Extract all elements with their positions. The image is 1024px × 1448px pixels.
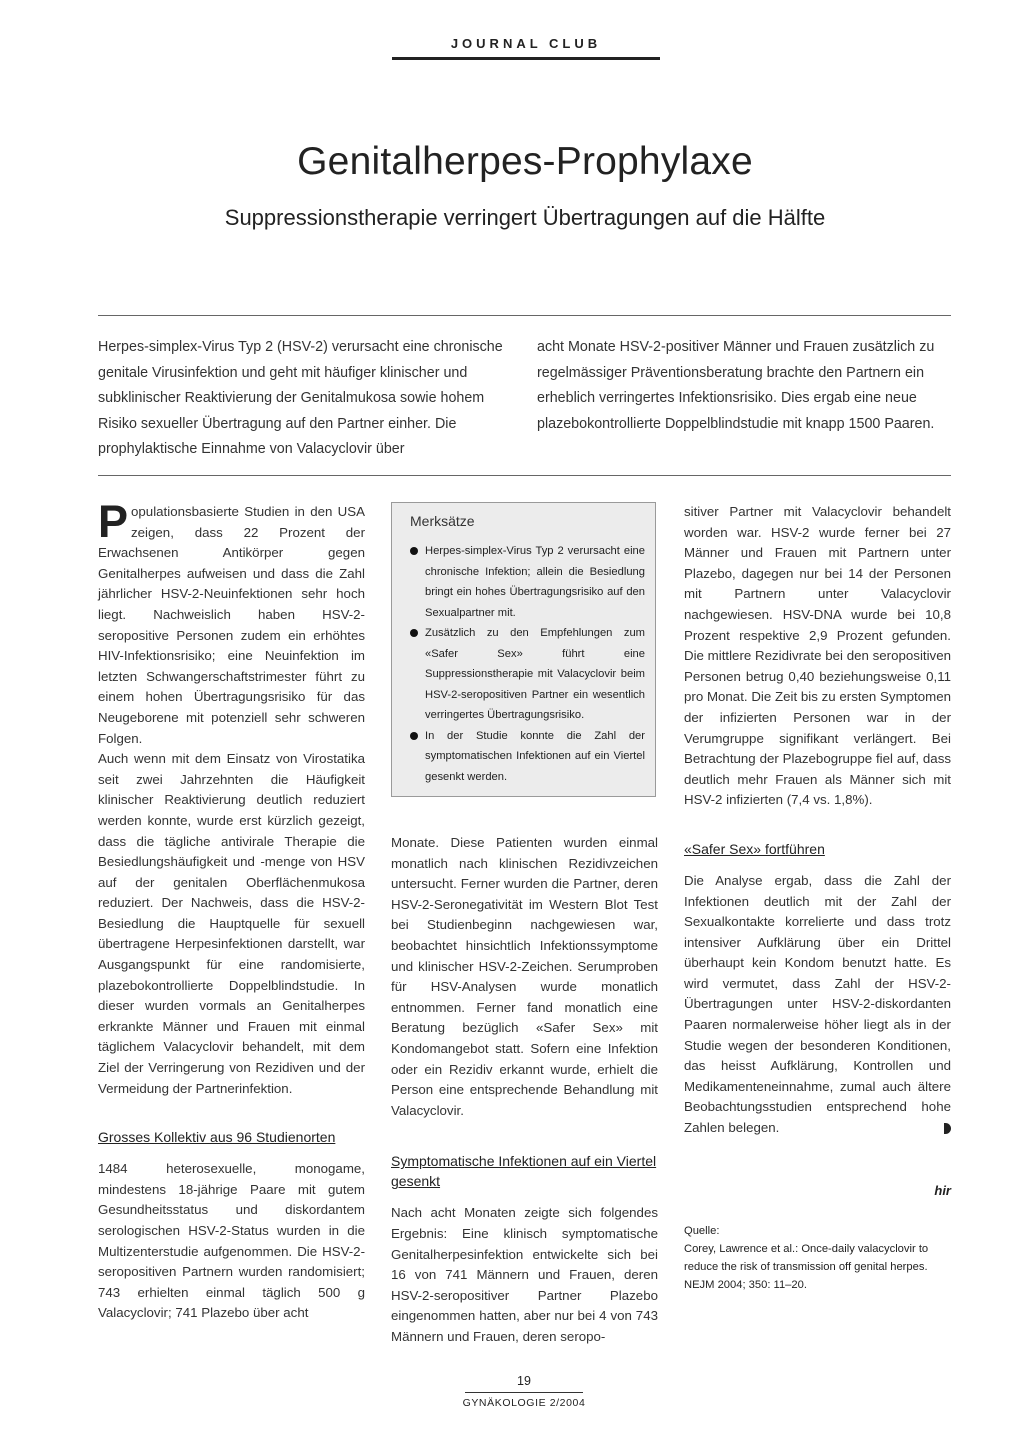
source-reference xyxy=(684,1222,954,1294)
bullet-icon xyxy=(410,547,418,555)
header-rule xyxy=(392,57,660,60)
section-heading-kollektiv: Grosses Kollektiv aus 96 Studienorten xyxy=(98,1129,336,1146)
bullet-icon xyxy=(410,732,418,740)
footer-rule xyxy=(465,1392,583,1393)
body-paragraph: Auch wenn mit dem Einsatz von Virostatika seit zwei Jahrzehnten die Häufigkeit klinischer Reaktivierung deutlich reduziert werden konnte, wurde erst kürzlich gezeigt, dass die tägliche antivirale Therapie die Besiedlungshäufigkeit und -menge von HSV auf der genitalen Oberflächenmukosa reduziert. Der Nachweis, dass die HSV-2-Besiedlung die Hauptquelle für sexuell übertragene Herpesinfektionen darstellt, war Ausgangspunkt für eine randomisierte, plazebokontrollierte Doppelblindstudie. In dieser wurden vormals an Genitalherpes erkrankte Männer und Frauen mit einmal täglichem Valacyclovir behandelt, mit dem Ziel der Verringerung von Rezidiven und der Vermeidung der Partnerinfektion. xyxy=(98,751,365,1096)
dropcap: P xyxy=(98,496,129,547)
article-subtitle: Suppressionstherapie verringert Übertragungen auf die Hälfte xyxy=(224,205,826,230)
page-number: 19 xyxy=(517,1374,531,1388)
source-citation: Corey, Lawrence et al.: Once-daily valacyclovir to reduce the risk of transmission off genital herpes. NEJM 2004; 350: 11–20. xyxy=(684,1243,929,1291)
body-paragraph-final xyxy=(684,871,951,1139)
author-initials: hir xyxy=(934,1183,951,1198)
body-paragraph: Nach acht Monaten zeigte sich folgendes Ergebnis: Eine klinisch symptomatische Genitalherpesinfektion entwickelte sich bei 16 von 741 Männern und Frauen, deren HSV-2-seropositiver Partner Plazebo eingenommen hatten, aber nur bei 4 von 743 Männern und Frauen, deren seropo- xyxy=(391,1205,658,1344)
article-title: Genitalherpes-Prophylaxe xyxy=(297,140,753,183)
end-mark-icon xyxy=(944,1123,951,1134)
lead-text-left: Herpes-simplex-Virus Typ 2 (HSV-2) verursacht eine chronische genitale Virusinfektion und geht mit häufiger klinischer und subklinischer Reaktivierung der Genitalmukosa sowie hohem Risiko sexueller Übertragung auf den Partner einher. Die prophylaktische Einnahme von Valacyclovir über xyxy=(98,339,503,457)
lead-bottom-rule xyxy=(98,475,951,476)
lead-text-right: acht Monate HSV-2-positiver Männer und Frauen zusätzlich zu regelmässiger Präventionsberatung brachte den Partnern ein erheblich verringertes Infektionsrisiko. Dies ergab eine neue plazebokontrollierte Doppelblindstudie mit knapp 1500 Paaren. xyxy=(537,339,935,432)
lead-top-rule xyxy=(98,315,951,316)
body-text: opulationsbasierte Studien in den USA zeigen, dass 22 Prozent der Erwachsenen Antikörper gegen Genitalherpes aufweisen und dass die Zahl jährlicher HSV-2-Neuinfektionen sehr hoch liegt. Nachweislich haben HSV-2-seropositive Personen zudem ein erhöhtes HIV-Infektionsrisiko; eine Neuinfektion im letzten Schwangerschaftstrimester führt zu einem hohen Übertragungsrisiko für das Neugeborene mit potenziell sehr schweren Folgen. xyxy=(98,504,365,746)
bullet-icon xyxy=(410,629,418,637)
section-label: JOURNAL CLUB xyxy=(450,36,602,51)
source-label: Quelle: xyxy=(684,1225,720,1237)
key-points-list xyxy=(410,541,645,787)
body-column-2 xyxy=(391,833,658,1347)
body-column-3 xyxy=(684,502,951,1139)
body-text: Die Analyse ergab, dass die Zahl der Infektionen deutlich mit der Zahl der Sexualkontakte korrelierte und dass trotz intensiver Aufklärung über ein Drittel überhaupt kein Kondom benutzt hatte. Es wird vermutet, dass Zahl der HSV-2-Übertragungen unter HSV-2-diskordanten Paaren normalerweise höher liegt als in der Studie wegen der besonderen Konditionen, das heisst Aufklärung, Kontrollen und Medikamenteneinnahme, zumal auch ältere Beobachtungsstudien entsprechend hohe Zahlen belegen. xyxy=(684,872,951,1136)
body-column-1 xyxy=(98,496,365,1324)
key-point-item: In der Studie konnte die Zahl der symptomatischen Infektionen auf ein Viertel gesenkt werden. xyxy=(410,726,645,788)
body-paragraph: sitiver Partner mit Valacyclovir behandelt worden war. HSV-2 wurde ferner bei 27 Männer und Frauen mit Partnern unter Plazebo, dagegen nur bei 14 der Personen mit Partnern unter Valacyclovir nachgewiesen. HSV-DNA wurde bei 10,8 Prozent respektive 2,9 Prozent gefunden. Die mittlere Rezidivrate bei den seropositiven Personen betrug 0,40 beziehungsweise 0,11 pro Monat. Die Zeit bis zu ersten Symptomen der infizierten Personen war in der Verumgruppe signifikant verlängert. Bei Betrachtung der Plazebogruppe fiel auf, dass deutlich mehr Frauen als Männer sich mit HSV-2 infizierten (7,4 vs. 1,8%). xyxy=(684,504,951,808)
key-point-item: Zusätzlich zu den Empfehlungen zum «Safer Sex» führt eine Suppressionstherapie mit Valacyclovir beim HSV-2-seropositiven Partner ein wesentlich verringertes Übertragungsrisiko. xyxy=(410,623,645,726)
key-point-item: Herpes-simplex-Virus Typ 2 verursacht eine chronische Infektion; allein die Besiedlung bringt ein hohes Übertragungsrisiko auf den Sexualpartner mit. xyxy=(410,541,645,623)
key-points-title: Merksätze xyxy=(410,513,475,529)
body-paragraph: Monate. Diese Patienten wurden einmal monatlich nach klinischen Rezidivzeichen untersucht. Ferner wurden die Partner, deren HSV-2-Seronegativität im Western Blot Test bei Studienbeginn nachgewiesen war, beobachtet hinsichtlich Infektionssymptome und klinischer HSV-2-Zeichen. Serumproben für HSV-Analysen wurde monatlich entnommen. Ferner fand monatlich eine Beratung bezüglich «Safer Sex» mit Kondomangebot statt. Sofern eine Infektion oder ein Rezidiv erkannt wurde, erhielt die Person eine entsprechende Behandlung mit Valacyclovir. xyxy=(391,835,658,1118)
section-heading-safer-sex: «Safer Sex» fortführen xyxy=(684,840,825,857)
key-points-box xyxy=(391,502,656,797)
body-paragraph: 1484 heterosexuelle, monogame, mindestens 18-jährige Paare mit gutem Gesundheitsstatus und diskordantem serologischen HSV-2-Status wurden in die Multizenterstudie aufgenommen. Die HSV-2-seropositiven Partnern wurden randomisiert; 743 erhielten einmal täglich 500 g Valacyclovir; 741 Plazebo über acht xyxy=(98,1161,365,1321)
body-paragraph-intro xyxy=(98,496,365,749)
journal-issue: GYNÄKOLOGIE 2/2004 xyxy=(462,1397,586,1409)
section-heading-symptomatisch: Symptomatische Infektionen auf ein Viertel gesenkt xyxy=(391,1153,657,1190)
